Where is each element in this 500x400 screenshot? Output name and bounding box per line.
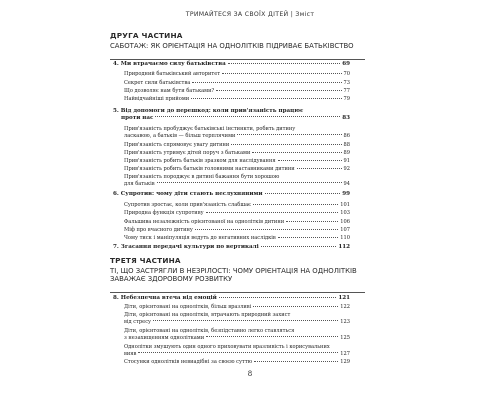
divider xyxy=(110,59,365,60)
toc-chapter[interactable]: 4. Ми втрачаємо силу батьківства 69 xyxy=(113,61,350,67)
toc-section[interactable]: Стосунки однолітків невиадібні за своєю суттю 129 xyxy=(124,359,350,365)
toc-section[interactable]: Прив'язаність робить батьків зразком для наслідування 91 xyxy=(124,158,350,164)
toc-section[interactable]: Однолітки змушують один одного приховувати вразливість і корисувальних вияв 127 xyxy=(124,344,350,357)
toc-section[interactable]: Міф про вчасного дитину 107 xyxy=(124,227,350,233)
toc-section[interactable]: Що дозволяє нам бути батьками? 77 xyxy=(124,88,350,94)
part-label: ТРЕТЯ ЧАСТИНА xyxy=(110,256,181,265)
part-title: САБОТАЖ: ЯК ОРІЄНТАЦІЯ НА ОДНОЛІТКІВ ПІДРИВАЄ БАТЬКІВСТВО xyxy=(110,42,354,50)
toc-section[interactable]: Діти, орієнтовані на однолітків, втрачають природний захист від стресу 123 xyxy=(124,312,350,325)
toc-section[interactable]: Фальшива незалежність орієнтованої на однолітків дитини 106 xyxy=(124,219,350,225)
toc-section[interactable]: Діти, орієнтовані на однолітків, більш вразливі 122 xyxy=(124,304,350,310)
toc-chapter[interactable]: 5. Від допомоги до перешкод: коли прив'язаність працює проти нас 83 xyxy=(113,108,350,121)
part-title: ТІ, ЩО ЗАСТРЯГЛИ В НЕЗРІЛОСТІ: ЧОМУ ОРІЄНТАЦІЯ НА ОДНОЛІТКІВ ЗАВАЖАЄ ЗДОРОВОМУ РОЗВИТКУ xyxy=(110,267,357,284)
toc-section[interactable]: Найвідчайніші прийоми 79 xyxy=(124,96,350,102)
toc-section[interactable]: Прив'язаність спрямовує увагу дитини 88 xyxy=(124,142,350,148)
toc-section[interactable]: Прив'язаність утримує дітей поруч з батьками 89 xyxy=(124,150,350,156)
toc-section[interactable]: Діти, орієнтовані на однолітків, безпідставно легко ставляться з незахищенням однолітками 125 xyxy=(124,328,350,341)
part-heading xyxy=(110,31,365,50)
toc-section[interactable]: Природний батьківський авторитет 70 xyxy=(124,71,350,77)
page-number: 8 xyxy=(247,370,253,378)
toc-section[interactable]: Секрет сили батьківства 73 xyxy=(124,80,350,86)
toc-section[interactable]: Супротив зростає, коли прив'язаність слабшає 101 xyxy=(124,202,350,208)
toc-section[interactable]: Природна функція супротиву 103 xyxy=(124,210,350,216)
toc-section[interactable]: Прив'язаність породжує в дитині бажання бути хорошою для батьків 94 xyxy=(124,174,350,187)
toc-chapter[interactable]: 7. Згасання передачі культури по вертикалі 112 xyxy=(113,244,350,250)
toc-chapter[interactable]: 6. Супротив: чому діти стають неслухняними 99 xyxy=(113,191,350,197)
toc-section[interactable]: Прив'язаність робить батьків головними наставниками дитини 92 xyxy=(124,166,350,172)
toc-chapter[interactable]: 8. Небезпечна втеча від емоцій 121 xyxy=(113,295,350,301)
toc-section[interactable]: Прив'язаність пробуджує батьківські інстинкти, робить дитину ласкавою, а батьків — більш терплячими 86 xyxy=(124,126,350,139)
running-header: ТРИМАЙТЕСЯ ЗА СВОЇХ ДІТЕЙ | Зміст xyxy=(185,11,315,18)
divider xyxy=(110,292,365,293)
part-label: ДРУГА ЧАСТИНА xyxy=(110,31,183,40)
toc-section[interactable]: Чому тиск і маніпуляція ведуть до негативних наслідків 110 xyxy=(124,235,350,241)
part-heading xyxy=(110,256,365,284)
